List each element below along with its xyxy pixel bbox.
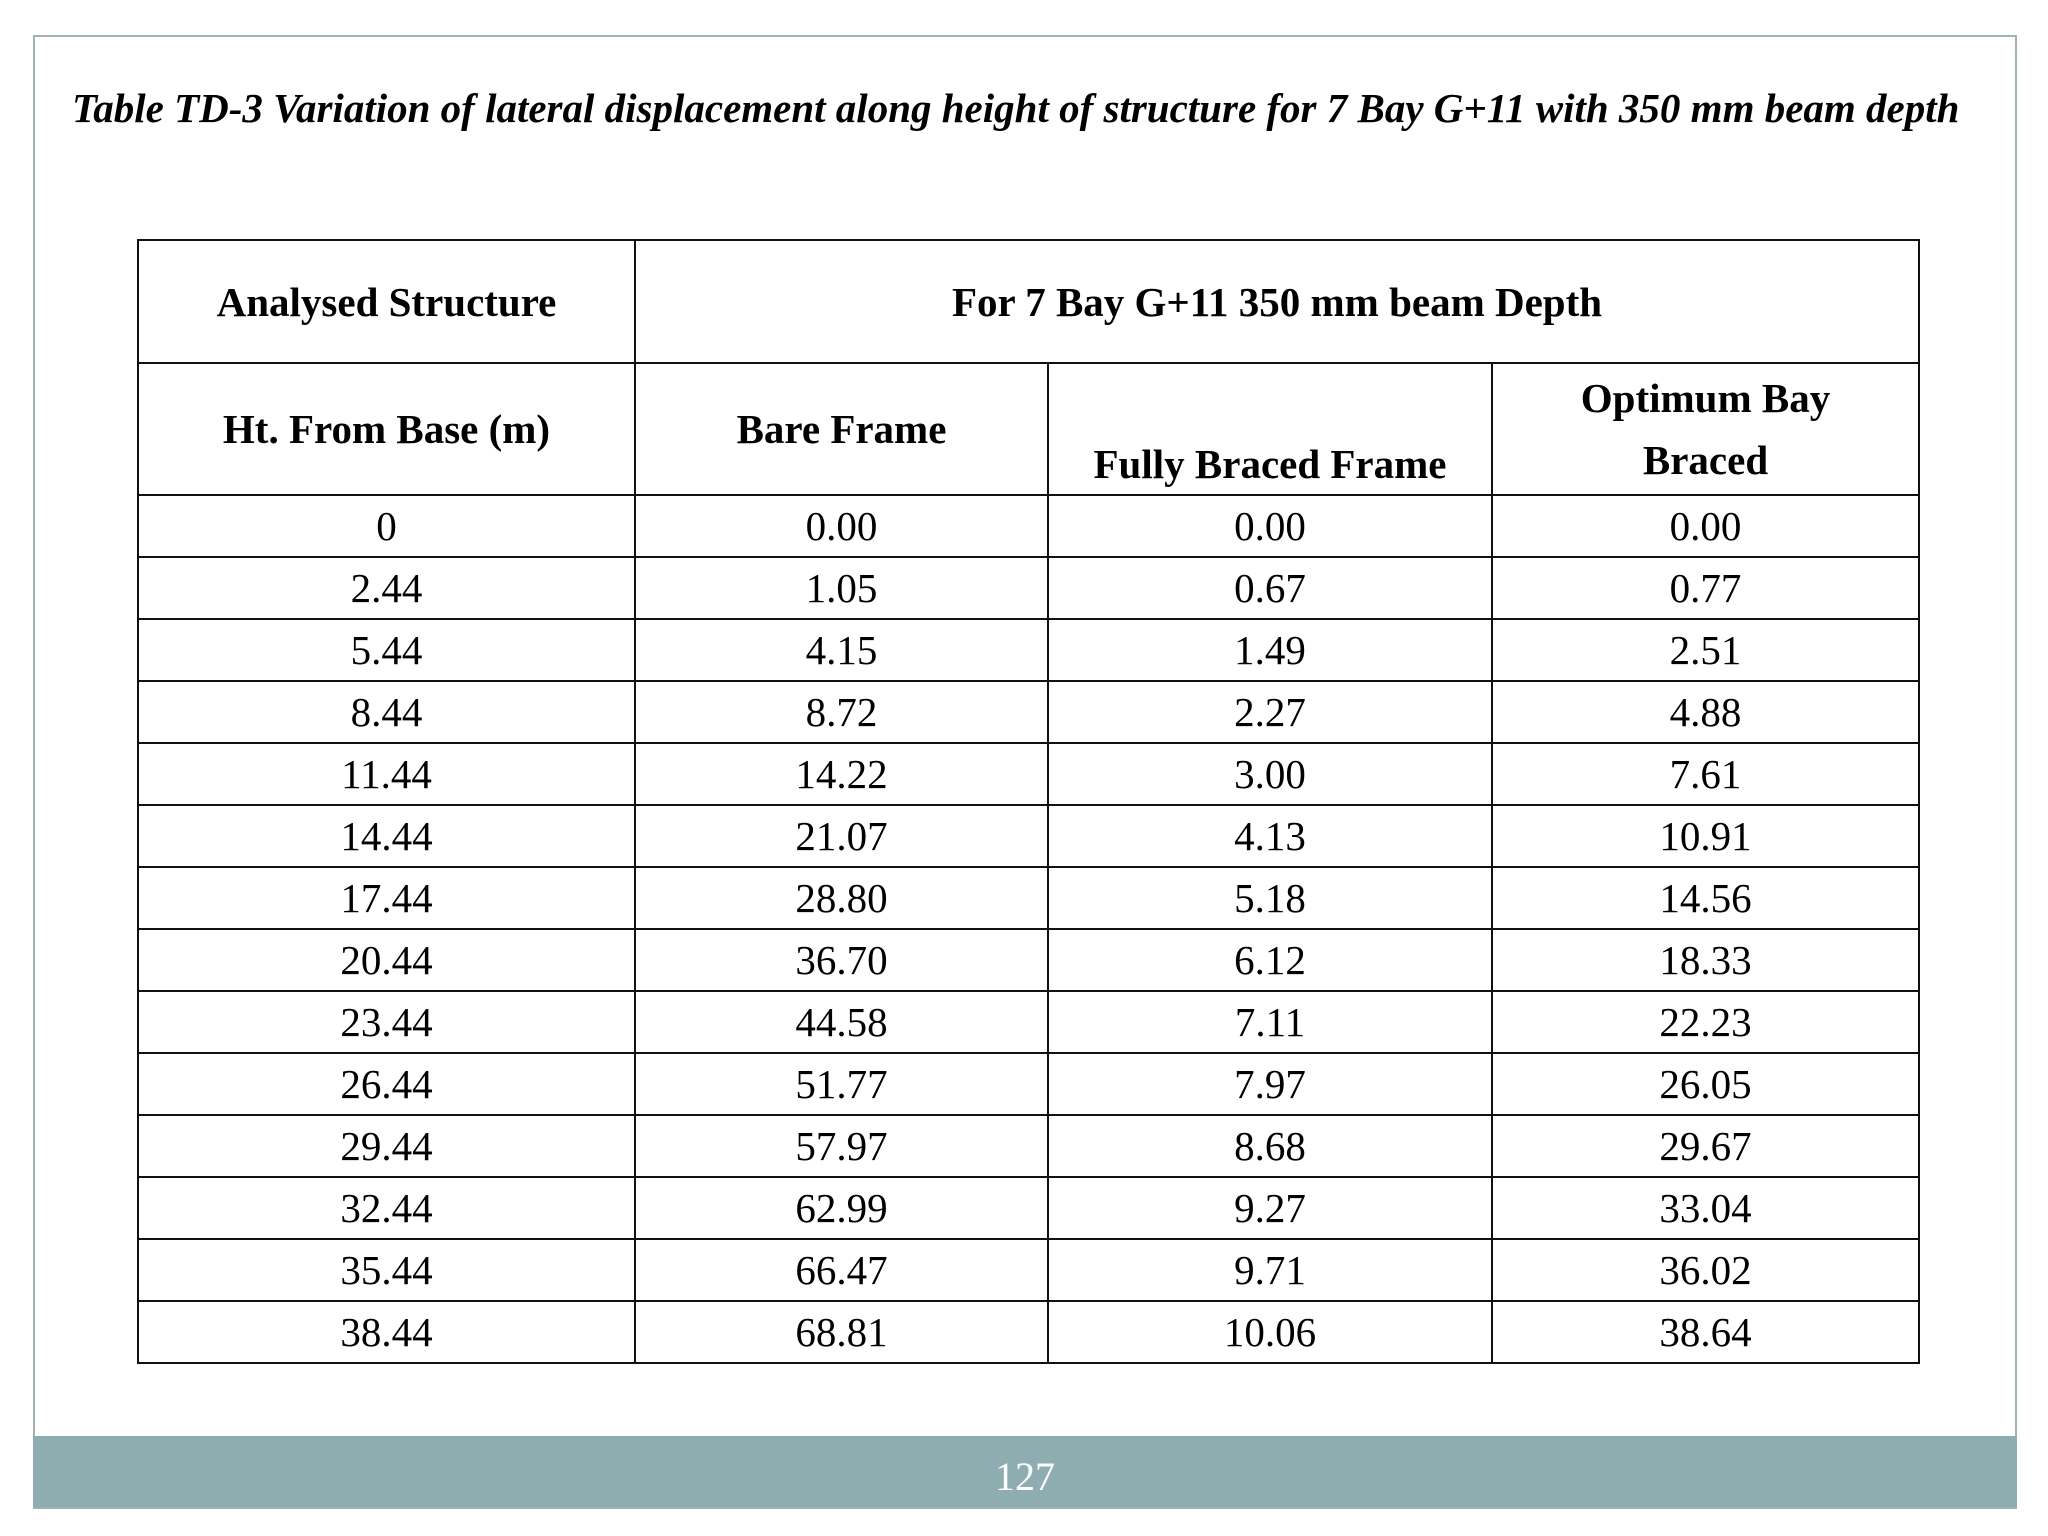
header-analysed-structure: Analysed Structure — [138, 240, 635, 363]
cell-height: 14.44 — [138, 805, 635, 867]
cell-bare-frame: 1.05 — [635, 557, 1048, 619]
cell-bare-frame: 14.22 — [635, 743, 1048, 805]
cell-height: 0 — [138, 495, 635, 557]
cell-optimum-bay: 14.56 — [1492, 867, 1919, 929]
header-row-2 — [138, 363, 1919, 495]
cell-height: 5.44 — [138, 619, 635, 681]
cell-bare-frame: 28.80 — [635, 867, 1048, 929]
cell-fully-braced: 9.27 — [1048, 1177, 1492, 1239]
header-height: Ht. From Base (m) — [138, 363, 635, 495]
header-row-1 — [138, 240, 1919, 363]
cell-optimum-bay: 2.51 — [1492, 619, 1919, 681]
table-row — [138, 619, 1919, 681]
header-fully-braced: Fully Braced Frame — [1048, 363, 1492, 495]
cell-optimum-bay: 7.61 — [1492, 743, 1919, 805]
cell-fully-braced: 8.68 — [1048, 1115, 1492, 1177]
table-row — [138, 743, 1919, 805]
table-caption: Table TD-3 Variation of lateral displacement along height of structure for 7 Bay G+11 with 350 mm beam depth — [72, 85, 1960, 131]
cell-bare-frame: 66.47 — [635, 1239, 1048, 1301]
footer-bar — [33, 1436, 2017, 1507]
cell-fully-braced: 1.49 — [1048, 619, 1492, 681]
cell-optimum-bay: 29.67 — [1492, 1115, 1919, 1177]
cell-height: 2.44 — [138, 557, 635, 619]
cell-fully-braced: 4.13 — [1048, 805, 1492, 867]
table-row — [138, 805, 1919, 867]
cell-fully-braced: 5.18 — [1048, 867, 1492, 929]
cell-height: 23.44 — [138, 991, 635, 1053]
table-row — [138, 1301, 1919, 1363]
cell-optimum-bay: 33.04 — [1492, 1177, 1919, 1239]
cell-height: 8.44 — [138, 681, 635, 743]
cell-optimum-bay: 18.33 — [1492, 929, 1919, 991]
header-optimum-bay — [1492, 363, 1919, 495]
cell-fully-braced: 7.11 — [1048, 991, 1492, 1053]
table-row — [138, 1239, 1919, 1301]
cell-height: 17.44 — [138, 867, 635, 929]
header-bare-frame: Bare Frame — [635, 363, 1048, 495]
cell-bare-frame: 62.99 — [635, 1177, 1048, 1239]
table-row — [138, 1115, 1919, 1177]
table-row — [138, 681, 1919, 743]
cell-fully-braced: 7.97 — [1048, 1053, 1492, 1115]
cell-optimum-bay: 0.77 — [1492, 557, 1919, 619]
cell-fully-braced: 10.06 — [1048, 1301, 1492, 1363]
cell-bare-frame: 68.81 — [635, 1301, 1048, 1363]
cell-optimum-bay: 0.00 — [1492, 495, 1919, 557]
cell-bare-frame: 36.70 — [635, 929, 1048, 991]
table-row — [138, 929, 1919, 991]
cell-height: 11.44 — [138, 743, 635, 805]
cell-bare-frame: 44.58 — [635, 991, 1048, 1053]
cell-optimum-bay: 36.02 — [1492, 1239, 1919, 1301]
table-row — [138, 1053, 1919, 1115]
cell-height: 26.44 — [138, 1053, 635, 1115]
cell-bare-frame: 4.15 — [635, 619, 1048, 681]
page-number: 127 — [995, 1454, 1055, 1499]
cell-height: 29.44 — [138, 1115, 635, 1177]
cell-optimum-bay: 26.05 — [1492, 1053, 1919, 1115]
table-row — [138, 991, 1919, 1053]
cell-fully-braced: 0.00 — [1048, 495, 1492, 557]
cell-fully-braced: 2.27 — [1048, 681, 1492, 743]
header-optimum-bay-label: Optimum Bay Braced — [1580, 375, 1831, 483]
table-row — [138, 867, 1919, 929]
cell-optimum-bay: 38.64 — [1492, 1301, 1919, 1363]
cell-fully-braced: 9.71 — [1048, 1239, 1492, 1301]
cell-bare-frame: 51.77 — [635, 1053, 1048, 1115]
table-row — [138, 495, 1919, 557]
table-row — [138, 557, 1919, 619]
cell-fully-braced: 0.67 — [1048, 557, 1492, 619]
cell-height: 32.44 — [138, 1177, 635, 1239]
cell-bare-frame: 57.97 — [635, 1115, 1048, 1177]
cell-height: 38.44 — [138, 1301, 635, 1363]
cell-optimum-bay: 10.91 — [1492, 805, 1919, 867]
displacement-table — [137, 239, 1920, 1364]
table-row — [138, 1177, 1919, 1239]
cell-height: 35.44 — [138, 1239, 635, 1301]
cell-fully-braced: 3.00 — [1048, 743, 1492, 805]
cell-optimum-bay: 4.88 — [1492, 681, 1919, 743]
cell-bare-frame: 21.07 — [635, 805, 1048, 867]
cell-optimum-bay: 22.23 — [1492, 991, 1919, 1053]
header-group-title: For 7 Bay G+11 350 mm beam Depth — [635, 240, 1919, 363]
cell-bare-frame: 0.00 — [635, 495, 1048, 557]
cell-bare-frame: 8.72 — [635, 681, 1048, 743]
cell-height: 20.44 — [138, 929, 635, 991]
cell-fully-braced: 6.12 — [1048, 929, 1492, 991]
